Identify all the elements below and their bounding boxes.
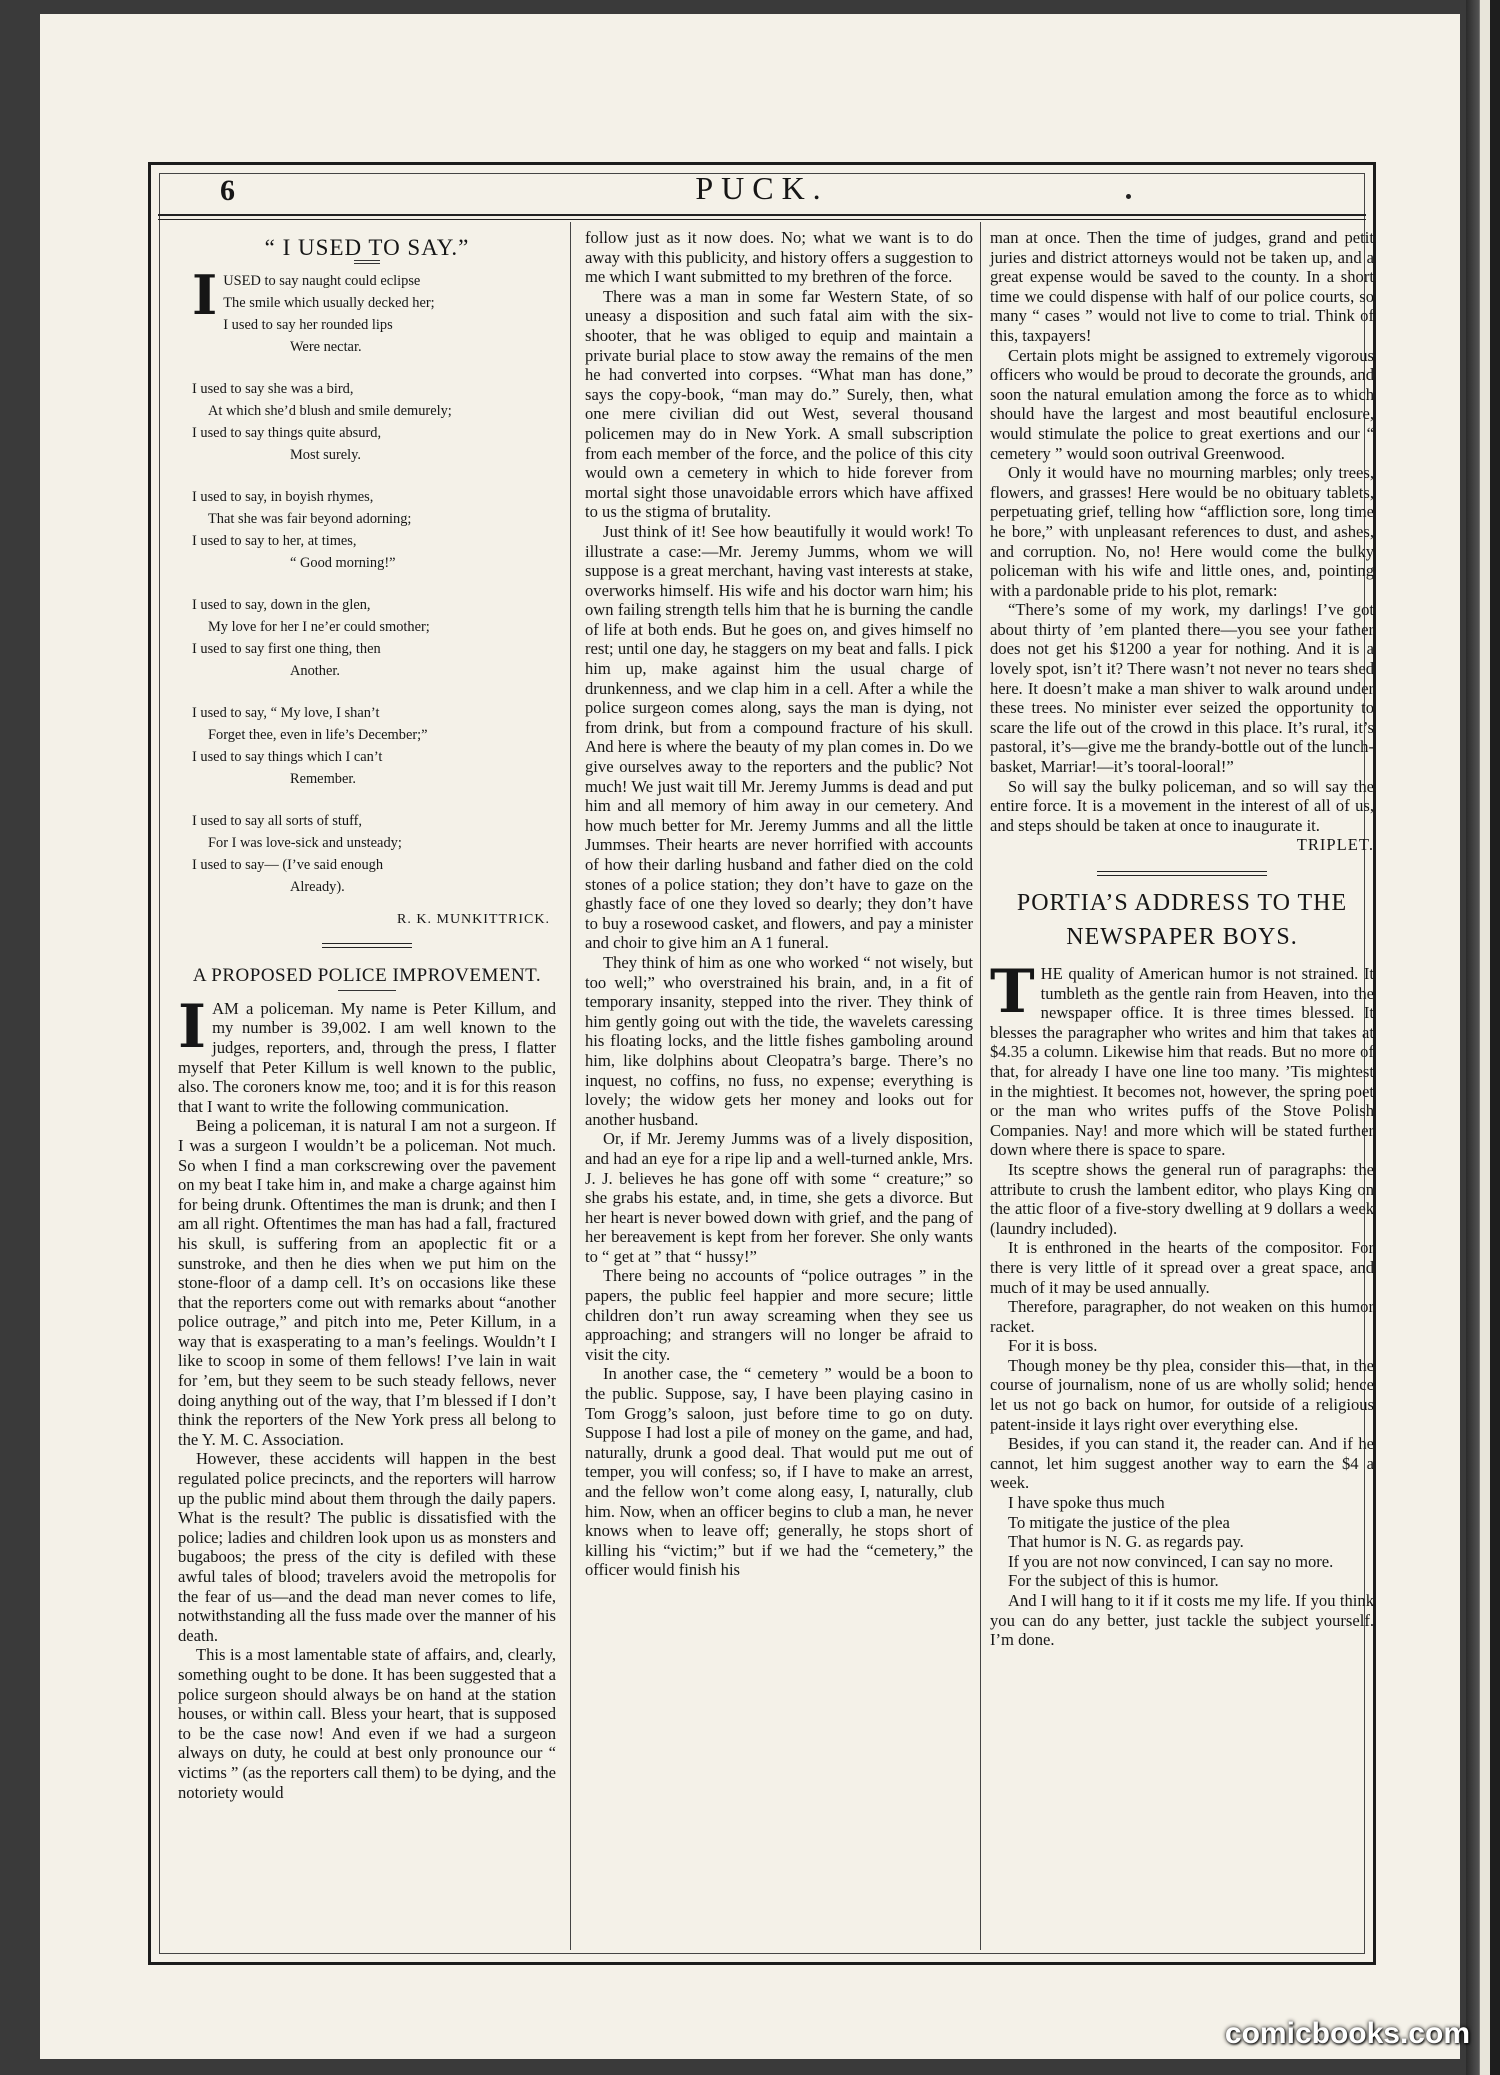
section-divider [322,943,412,948]
paragraph: There being no accounts of “police outrages ” in the papers, the public feel happier and more secure; little children don’t run away screaming when they see us approaching; and strangers will no longer be afraid to visit the city. [585,1266,973,1364]
paragraph: In another case, the “ cemetery ” would be a boon to the public. Suppose, say, I have been playing casino in Tom Grogg’s saloon, just before time to go on duty. Suppose I had lost a pile of money on the game, and had, naturally, drunk a good deal. That would put me out of temper, you will confess; so, if I have to make an arrest, and the fellow won’t come along easy, I, naturally, club him. Now, when an officer begins to club a man, he never knows when to leave off; generally, he stops short of killing his “victim;” but if we had the “cemetery,” the officer would finish his [585,1364,973,1580]
poem-line: Already). [290,878,345,895]
header-rule [158,214,1366,220]
column-2 [585,228,973,1580]
poem-line: The smile which usually decked her; [223,294,435,311]
poem-line: I used to say to her, at times, [192,532,357,549]
poem-line: “ Good morning!” [290,554,396,571]
watermark-logo: comicbooks.com [1224,2017,1470,2050]
article-title: A PROPOSED POLICE IMPROVEMENT. [192,965,542,987]
poem-line: I used to say— (I’ve said enough [192,856,384,873]
paragraph: HE quality of American humor is not strained. It tumbleth as the gentle rain from Heaven, into the newspaper office. It is three times blessed. It blesses the paragrapher who writes and him that takes at $4.35 a column. Likewise him that reads. But no more of that, for already I have one line too many. ’Tis mightest in the mightiest. It becomes not, however, the spring poet or the man who writes puffs of the Stove Polish Companies. Nay! and more which will be stated further down where there is space to spare. [990,964,1374,1160]
paragraph: Besides, if you can stand it, the reader can. And if he cannot, let him suggest another way to earn the $4 a week. [990,1434,1374,1493]
verse-line: That humor is N. G. as regards pay. [1008,1532,1244,1552]
paragraph: Therefore, paragrapher, do not weaken on this humor racket. [990,1297,1374,1336]
paragraph: man at once. Then the time of judges, grand and petit juries and district attorneys would not be taken up, and a great expense would be saved to the county. In a short time we could dispense with half of our police courts, so many “ cases ” would not live to come to trial. Think of this, taxpayers! [990,228,1374,345]
paragraph: Its sceptre shows the general run of paragraphs: the attribute to crush the lambent editor, who plays King on the attic floor of a five-story dwelling at 9 dollars a week (laundry included). [990,1159,1374,1238]
article-body-col1 [178,991,556,1802]
poem-line: Forget thee, even in life’s December;” [208,726,428,743]
article-title-rule [338,990,396,991]
poem-line: I used to say things which I can’t [192,748,383,765]
column-3 [990,228,1374,1650]
poem-line: At which she’d blush and smile demurely; [208,402,452,419]
poem-line: I used to say she was a bird, [192,380,354,397]
paragraph: follow just as it now does. No; what we want is to do away with this publicity, and history offers a suggestion to me which I want submitted to my brethren of the force. [585,228,973,287]
poem-line: Another. [290,662,340,679]
portia-dropcap: T [990,957,1035,1027]
poem-line: I used to say things quite absurd, [192,424,382,441]
poem-stanza [192,486,556,574]
poem-author: R. K. MUNKITTRICK. [397,911,550,927]
poem-stanza [192,262,556,358]
verse-line: I have spoke thus much [1008,1493,1165,1513]
article-author: TRIPLET. [1296,835,1374,855]
paragraph: So will say the bulky policeman, and so will say the entire force. It is a movement in the interest of all of us, and steps should be taken at once to inaugurate it. [990,776,1374,835]
poem-stanza [192,594,556,682]
paragraph: Being a policeman, it is natural I am not a surgeon. If I was a surgeon I wouldn’t be a policeman. Not much. So when I find a man corkscrewing over the pavement on my beat I take him in, and make a charge against him for being drunk. Oftentimes the man is drunk; and then I am all right. Oftentimes the man has had a fall, fractured his skull, is suffering from an apoplectic fit or a sunstroke, and then he dies when we put him on the stone-floor of a damp cell. It’s on occasions like these that the reporters come out with remarks about “another police outrage,” and pitch into me, Peter Killum, in a way that is exasperating to a man’s feelings. Wouldn’t I like to scoop in some of them fellows! I’ve lain in wait for ’em, but they seem to be such steady fellows, never doing anything out of the way, that I’m blessed if I don’t think the reporters of the New York press all belong to the Y. M. C. Association. [178,1116,556,1449]
paragraph: AM a policeman. My name is Peter Killum, and my number is 39,002. I am well known to the judges, reporters, and, through the press, I flatter myself that Peter Killum is well known to the public, also. The coroners know me, too; and it is for this reason that I want to write the following communication. [178,998,556,1116]
poem-line: Remember. [290,770,356,787]
paragraph: “There’s some of my work, my darlings! I’ve got about thirty of ’em planted there—you see your father does not get his $1200 a year for nothing. And it is a lovely spot, isn’t it? There wasn’t not never no tears shed here. It doesn’t make a man shiver to walk around under these trees. No minister ever seized the opportunity to scare the life out of the crowd in this place. It’s rural, it’s pastoral, it’s—give me the brandy-bottle out of the lunch-basket, Marriar!—it’s tooral-looral!” [990,600,1374,777]
section-divider [1097,871,1267,876]
paragraph: However, these accidents will happen in the best regulated police precincts, and the reporters will harrow up the public mind about them through the daily papers. What is the result? The public is dissatisfied with the police; ladies and children look upon us as monsters and bugaboos; the press of the city is defiled with these awful tales of blood; travelers avoid the metropolis for the fear of us—and the dead man never comes to life, notwithstanding all the fuss made over the manner of his death. [178,1449,556,1645]
poem-stanza [192,378,556,466]
verse-line: To mitigate the justice of the plea [1008,1512,1230,1532]
page-number: 6 [220,174,235,207]
column-rule-1 [570,222,571,1950]
article-dropcap: I [178,991,207,1062]
portia-title: PORTIA’S ADDRESS TO THE NEWSPAPER BOYS. [1016,890,1348,950]
paragraph: Or, if Mr. Jeremy Jumms was of a lively disposition, and had an eye for a ripe lip and a well-turned ankle, Mrs. J. J. believes he has gone off with some “ creature;” so she grabs his estate, and, in time, she gets a divorce. But her heart is never bowed down with grief, and the pang of her bereavement is kept from her forever. She only wants to “ get at ” that “ hussy!” [585,1129,973,1266]
poem-stanza [192,702,556,790]
poem-line: My love for her I ne’er could smother; [208,618,430,635]
poem-line: That she was fair beyond adorning; [208,510,412,527]
poem-line: Most surely. [290,446,362,463]
paragraph: Just think of it! See how beautifully it would work! To illustrate a case:—Mr. Jeremy Jumms, whom we will suppose is a great merchant, having vast interests at stake, overworks himself. His wife and his doctor warn him; his own failing strength tells him that he is burning the candle of life at both ends. But he goes on, and gives himself no rest; until one day, he staggers on my beat and falls. I pick him up, make against him the usual charge of drunkenness, and we clap him in a cell. After a while the police surgeon comes along, says the man is dying, not from drink, but from a compound fracture of his skull. And here is where the beauty of my plan comes in. Do we give ourselves away to the reporters and the public? Not much! We just wait till Mr. Jeremy Jumms is dead and put him and all memory of him away in our cemetery. And how much better for Mr. Jeremy Jumms and all the little Jummses. Their hearts are never horrified with accounts of how their darling husband and father died on the cold stones of a police station; they don’t have to gaze on the ghastly face of one they loved so dearly; they don’t have to buy a rosewood casket, and flowers, and pay a minister and choir to give him an A 1 funeral. [585,521,973,953]
poem-line: USED to say naught could eclipse [223,272,421,289]
paragraph: If you are not now convinced, I can say no more. [1008,1551,1334,1571]
poem-body [178,262,556,898]
paragraph: It is enthroned in the hearts of the compositor. For there is very little of it spread over a great space, and much of it may be used annually. [990,1238,1374,1297]
poem-title: “ I USED TO SAY.” [264,235,470,260]
portia-body [990,957,1374,1650]
poem-line: I used to say all sorts of stuff, [192,812,363,829]
column-rule-2 [980,222,981,1950]
paragraph: There was a man in some far Western State, of so uneasy a disposition and such fatal aim with the six-shooter, that he was obliged to equip and maintain a private burial place to stow away the remains of the men he had converted into corpses. “What man has done,” says the copy-book, “man may do.” Surely, then, what one mere civilian did out West, several thousand policemen may do in New York. A small subscription from each member of the force, and the police of this city would own a cemetery in which to hide forever from mortal sight those unavoidable errors which have affixed to us the stigma of brutality. [585,286,973,522]
paragraph: Though money be thy plea, consider this—that, in the course of journalism, none of us are wholly solid; hence let us not go back on humor, for outside of a religious patent-inside it lays right over everything else. [990,1355,1374,1434]
poem-line: For I was love-sick and unsteady; [208,834,402,851]
paragraph: Only it would have no mourning marbles; only trees, flowers, and grasses! Here would be no obituary tablets, perpetuating grief, telling how “affliction sore, long time he bore,” with unpleasant references to dust, and ashes, and corruption. No, no! Here would come the bulky policeman with his wife and little ones, and, pointing with a pardonable pride to his plot, remark: [990,463,1374,600]
paragraph: And I will hang to it if it costs me my life. If you think you can do any better, just tackle the subject yourself. I’m done. [990,1591,1374,1650]
poem-line: I used to say her rounded lips [223,316,393,333]
poem-line: I used to say, down in the glen, [192,596,371,613]
poem-line: I used to say first one thing, then [192,640,381,657]
poem-title-rule [354,260,380,264]
poem-stanza [192,810,556,898]
poem-line: I used to say, “ My love, I shan’t [192,704,380,721]
poem-dropcap: I [192,262,218,327]
paragraph: For the subject of this is humor. [1008,1571,1219,1591]
paragraph: Certain plots might be assigned to extremely vigorous officers who would be proud to decorate the grounds, and soon the natural emulation among the force as to which should have the largest and most beautiful enclosure, would stimulate the police to great exertions and our “ cemetery ” would soon outrival Greenwood. [990,345,1374,463]
poem-line: Were nectar. [290,338,362,355]
poem-line: I used to say, in boyish rhymes, [192,488,374,505]
paragraph: They think of him as one who worked “ not wisely, but too well;” who overstrained his brain, and, in a fit of temporary insanity, stepped into the river. They think of him gently going out with the tide, the wavelets caressing his floating locks, and the little fishes gamboling around him, like dolphins about Cleopatra’s barge. There’s no inquest, no coffins, no fuss, no expense; everything is lovely; the widow gets her money and looks out for another husband. [585,952,973,1129]
paragraph: This is a most lamentable state of affairs, and, clearly, something ought to be done. It has been suggested that a police surgeon should always be on hand at the station houses, or within call. Bless your heart, that is supposed to be the case now! And even if we had a surgeon always on duty, he could at best only pronounce our “ victims ” (as the reporters call them) to be dying, and the notoriety would [178,1645,556,1802]
paragraph: For it is boss. [1008,1336,1098,1356]
page-header [158,170,1366,214]
column-1 [178,228,556,1802]
masthead: PUCK. [695,170,829,206]
header-dot [1126,194,1131,199]
scan-edge [1466,0,1500,2075]
